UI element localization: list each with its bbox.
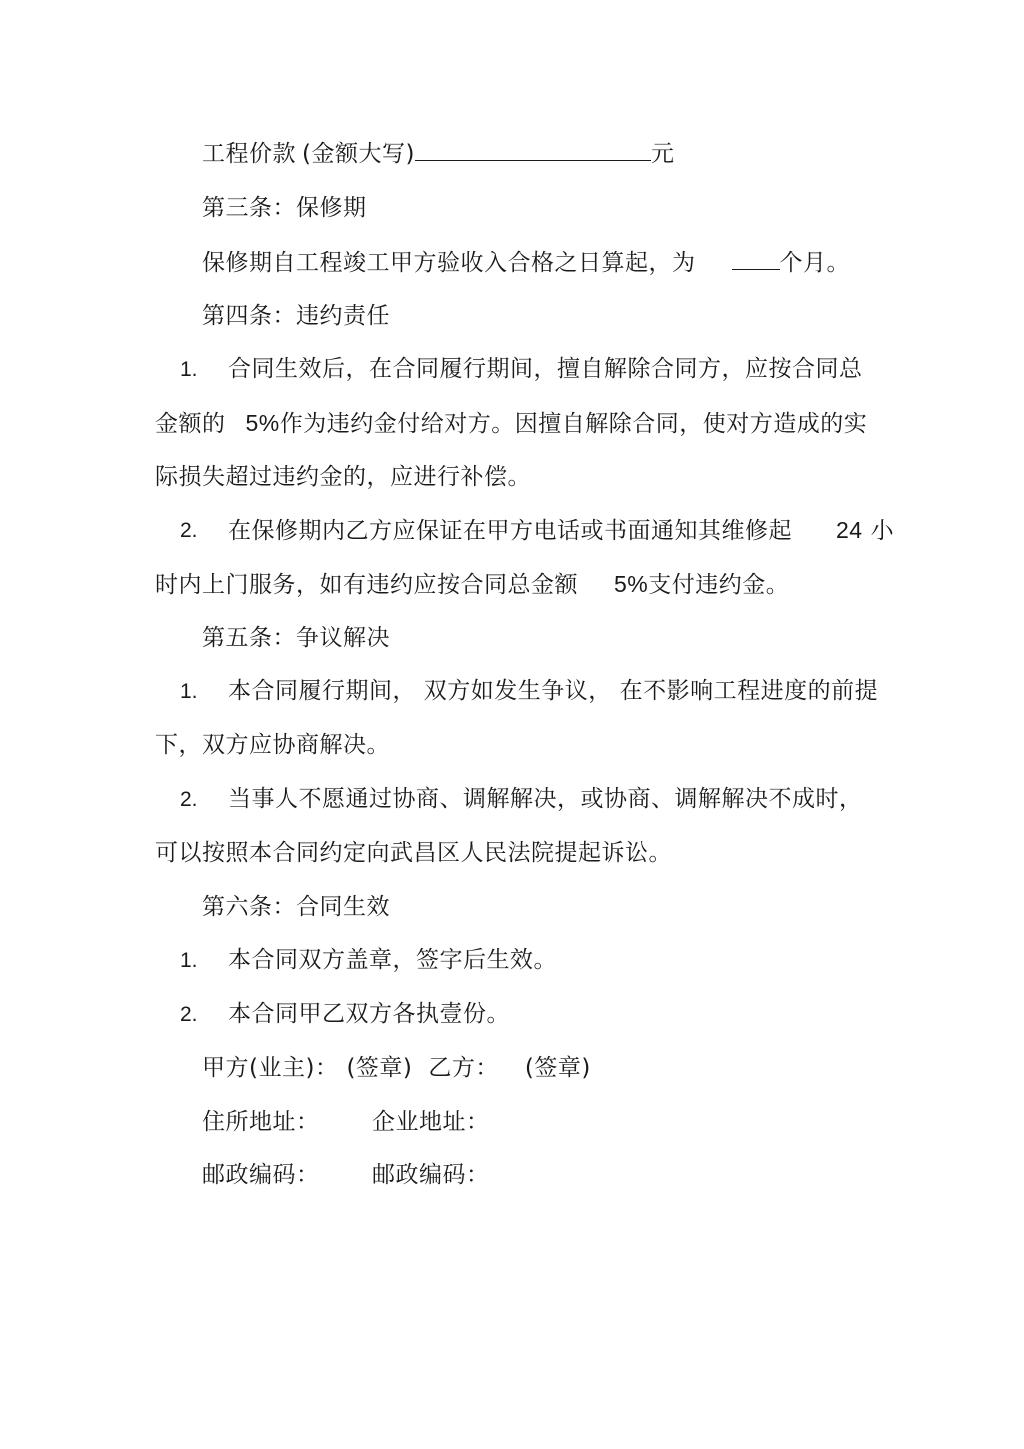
article-5-1-line-1: 本合同履行期间， 双方如发生争议， 在不影响工程进度的前提 <box>228 678 879 704</box>
party-b-label: 乙方： <box>428 1055 499 1081</box>
article-6-1-number: 1. <box>180 949 198 972</box>
article-4-2-line-2 <box>155 569 789 600</box>
article-4-1-line-2 <box>155 408 867 439</box>
article-6-2-number: 2. <box>180 1003 198 1026</box>
response-hours: 24 <box>836 517 863 543</box>
article-6-2-text: 本合同甲乙双方各执壹份。 <box>228 1001 510 1027</box>
article-4-1-line-3: 际损失超过违约金的，应进行补偿。 <box>155 464 531 490</box>
article-4-1-line-2b: 作为违约金付给对方。因擅自解除合同，使对方造成的实 <box>279 411 868 437</box>
article-4-2-line-2a: 时内上门服务，如有违约应按合同总金额 <box>155 572 578 598</box>
months-blank <box>732 247 780 270</box>
price-line <box>202 138 674 169</box>
penalty-percent-2: 5% <box>614 571 649 597</box>
article-5-2-line-1: 当事人不愿通过协商、调解解决，或协商、调解解决不成时， <box>228 786 863 812</box>
party-a-label: 甲方(业主)： <box>202 1055 339 1081</box>
article-4-2-line-2b: 支付违约金。 <box>648 572 790 598</box>
price-paren: (金额大写) <box>302 141 415 167</box>
article-5-1-number: 1. <box>180 680 198 703</box>
article-4-1-line-2a: 金额的 <box>155 411 226 437</box>
article-3-text-a: 保修期自工程竣工甲方验收入合格之日算起，为 <box>202 250 696 276</box>
article-3-title: 第三条：保修期 <box>202 195 367 221</box>
address-b: 企业地址： <box>372 1109 490 1135</box>
signature-line <box>202 1053 591 1083</box>
address-a: 住所地址： <box>202 1109 320 1135</box>
postcode-b: 邮政编码： <box>372 1162 490 1188</box>
party-b-seal: (签章) <box>524 1055 591 1081</box>
article-4-title: 第四条：违约责任 <box>202 303 390 329</box>
article-3-text-b: 个月。 <box>779 250 850 276</box>
article-5-2-line-2: 可以按照本合同约定向武昌区人民法院提起诉讼。 <box>155 840 672 866</box>
article-5-2-number: 2. <box>180 788 198 811</box>
article-4-1-line-1: 合同生效后，在合同履行期间，擅自解除合同方，应按合同总 <box>228 356 863 382</box>
article-5-title: 第五条：争议解决 <box>202 625 390 651</box>
price-blank <box>415 138 651 161</box>
article-4-2-line-1b: 小 <box>870 518 895 544</box>
price-label: 工程价款 <box>202 141 296 167</box>
price-unit: 元 <box>650 141 675 167</box>
article-6-1-text: 本合同双方盖章，签字后生效。 <box>228 947 557 973</box>
party-a-seal: (签章) <box>346 1055 413 1081</box>
postcode-a: 邮政编码： <box>202 1162 320 1188</box>
article-4-2-line-1a: 在保修期内乙方应保证在甲方电话或书面通知其维修起 <box>228 518 792 544</box>
article-4-2-line-1 <box>228 515 894 546</box>
article-4-2-number: 2. <box>180 519 198 542</box>
article-3-text <box>202 247 850 278</box>
penalty-percent-1: 5% <box>245 410 280 436</box>
article-6-title: 第六条：合同生效 <box>202 894 390 920</box>
article-4-1-number: 1. <box>180 358 198 381</box>
article-5-1-line-2: 下，双方应协商解决。 <box>155 732 390 758</box>
